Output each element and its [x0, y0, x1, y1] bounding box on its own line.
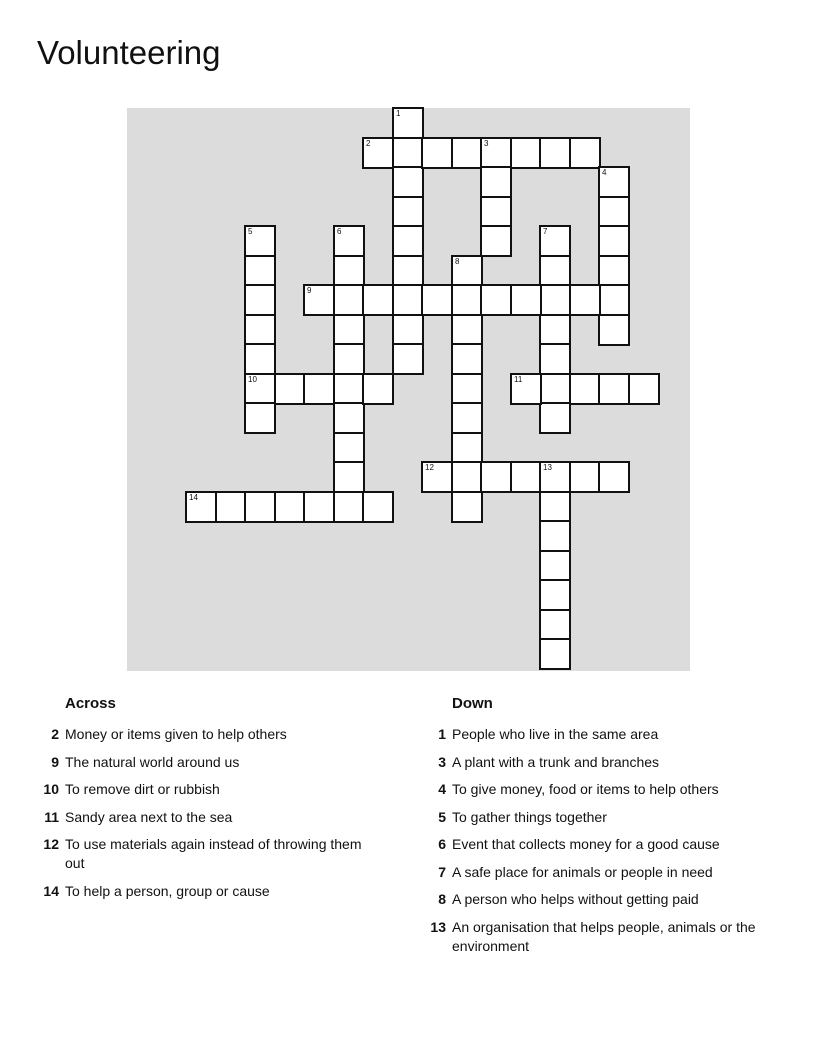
crossword-cell[interactable] — [185, 491, 217, 523]
across-clue-list — [33, 725, 383, 901]
crossword-cell[interactable] — [392, 107, 424, 139]
crossword-cell[interactable] — [539, 255, 571, 287]
crossword-cell[interactable] — [569, 373, 601, 405]
crossword-cell[interactable] — [598, 373, 630, 405]
clue-number: 10 — [43, 781, 59, 797]
cell-number: 9 — [307, 286, 312, 295]
crossword-cell[interactable] — [244, 225, 276, 257]
clue-item — [420, 918, 780, 956]
clue-text: A plant with a trunk and branches — [452, 753, 660, 770]
crossword-cell[interactable] — [362, 284, 394, 316]
crossword-cell[interactable] — [451, 402, 483, 434]
crossword-cell[interactable] — [539, 579, 571, 611]
crossword-cell[interactable] — [480, 166, 512, 198]
crossword-cell[interactable] — [333, 373, 365, 405]
crossword-cell[interactable] — [598, 461, 630, 493]
crossword-cell[interactable] — [480, 137, 512, 169]
crossword-cell[interactable] — [244, 402, 276, 434]
crossword-cell[interactable] — [333, 314, 365, 346]
clue-text: To give money, food or items to help others — [452, 781, 719, 797]
crossword-cell[interactable] — [244, 343, 276, 375]
crossword-cell[interactable] — [598, 255, 630, 287]
clue-item — [420, 808, 780, 827]
crossword-cell[interactable] — [451, 461, 483, 493]
crossword-cell[interactable] — [333, 343, 365, 375]
clue-item — [33, 808, 383, 827]
clue-text: Money or items given to help others — [65, 726, 287, 742]
crossword-cell[interactable] — [510, 284, 542, 316]
crossword-cell[interactable] — [392, 196, 424, 228]
clue-text: A person who helps without getting paid — [452, 891, 699, 907]
down-clues — [420, 693, 780, 964]
crossword-cell[interactable] — [392, 255, 424, 287]
crossword-cell[interactable] — [569, 461, 601, 493]
crossword-cell[interactable] — [421, 137, 453, 169]
clue-item — [33, 780, 383, 799]
crossword-cell[interactable] — [539, 609, 571, 641]
clue-number: 9 — [51, 753, 59, 770]
crossword-cell[interactable] — [274, 373, 306, 405]
crossword-cell[interactable] — [539, 550, 571, 582]
crossword-cell[interactable] — [244, 491, 276, 523]
cell-number: 5 — [248, 227, 253, 236]
crossword-cell[interactable] — [392, 137, 424, 169]
crossword-cell[interactable] — [333, 432, 365, 464]
cell-number: 6 — [337, 227, 342, 236]
clue-text: Sandy area next to the sea — [65, 808, 233, 825]
crossword-cell[interactable] — [333, 491, 365, 523]
crossword-cell[interactable] — [362, 491, 394, 523]
crossword-cell[interactable] — [333, 225, 365, 257]
crossword-cell[interactable] — [539, 461, 571, 493]
crossword-cell[interactable] — [392, 314, 424, 346]
clue-item — [33, 725, 383, 744]
crossword-cell[interactable] — [539, 314, 571, 346]
crossword-cell[interactable] — [480, 284, 512, 316]
crossword-cell[interactable] — [539, 137, 571, 169]
crossword-cell[interactable] — [333, 402, 365, 434]
cell-number: 13 — [543, 463, 552, 472]
crossword-cell[interactable] — [244, 255, 276, 287]
clue-number: 6 — [438, 836, 446, 852]
clue-text: An organisation that helps people, animals or the environment — [452, 918, 756, 954]
crossword-cell[interactable] — [333, 284, 365, 316]
clue-number: 2 — [51, 726, 59, 742]
clue-text: People who live in the same area — [452, 726, 659, 742]
clue-item — [33, 835, 383, 873]
crossword-cell[interactable] — [539, 638, 571, 670]
crossword-cell[interactable] — [598, 196, 630, 228]
clue-text: To use materials again instead of throwing them out — [65, 836, 362, 871]
clue-number: 3 — [438, 753, 446, 770]
across-clues — [33, 693, 383, 909]
cell-number: 2 — [366, 139, 371, 148]
clue-number: 7 — [438, 863, 446, 880]
clue-item — [420, 725, 780, 744]
crossword-cell[interactable] — [451, 373, 483, 405]
cell-number: 10 — [248, 375, 257, 384]
clue-text: To help a person, group or cause — [65, 882, 270, 899]
clue-number: 12 — [43, 836, 59, 852]
clue-item — [33, 753, 383, 772]
crossword-cell[interactable] — [333, 461, 365, 493]
crossword-cell[interactable] — [539, 402, 571, 434]
cell-number: 1 — [396, 109, 401, 118]
crossword-cell[interactable] — [569, 137, 601, 169]
clue-text: To gather things together — [452, 808, 607, 825]
crossword-cell[interactable] — [569, 284, 601, 316]
crossword-cell[interactable] — [510, 137, 542, 169]
clue-item — [420, 863, 780, 882]
clue-number: 1 — [438, 726, 446, 742]
crossword-cell[interactable] — [598, 284, 630, 316]
crossword-cell[interactable] — [451, 137, 483, 169]
crossword-cell[interactable] — [539, 284, 571, 316]
clue-number: 14 — [43, 882, 59, 899]
down-clue-list — [420, 725, 780, 956]
cell-number: 8 — [455, 257, 460, 266]
across-heading: Across — [65, 695, 116, 712]
crossword-cell[interactable] — [215, 491, 247, 523]
crossword-cell[interactable] — [451, 284, 483, 316]
crossword-cell[interactable] — [539, 225, 571, 257]
crossword-cell[interactable] — [421, 461, 453, 493]
clue-number: 4 — [438, 781, 446, 797]
crossword-cell[interactable] — [510, 461, 542, 493]
crossword-cell[interactable] — [598, 166, 630, 198]
clue-item — [420, 753, 780, 772]
crossword-cell[interactable] — [628, 373, 660, 405]
crossword-cell[interactable] — [480, 196, 512, 228]
crossword-cell[interactable] — [510, 373, 542, 405]
crossword-cell[interactable] — [244, 373, 276, 405]
crossword-cell[interactable] — [451, 432, 483, 464]
crossword-grid — [127, 108, 690, 671]
crossword-cell[interactable] — [333, 255, 365, 287]
page-title: Volunteering — [37, 34, 221, 71]
crossword-cell[interactable] — [303, 373, 335, 405]
clue-item — [420, 780, 780, 799]
crossword-cell[interactable] — [392, 343, 424, 375]
crossword-cell[interactable] — [539, 343, 571, 375]
crossword-cell[interactable] — [244, 284, 276, 316]
cell-number: 14 — [189, 493, 198, 502]
crossword-cell[interactable] — [598, 314, 630, 346]
crossword-cell[interactable] — [244, 314, 276, 346]
clue-text: Event that collects money for a good cause — [452, 836, 720, 852]
clue-item — [420, 835, 780, 854]
clue-item — [420, 890, 780, 909]
crossword-cell[interactable] — [451, 255, 483, 287]
crossword-cell[interactable] — [392, 284, 424, 316]
clue-item — [33, 882, 383, 901]
crossword-cell[interactable] — [421, 284, 453, 316]
clue-number: 8 — [438, 891, 446, 907]
cell-number: 4 — [602, 168, 607, 177]
crossword-cell[interactable] — [303, 284, 335, 316]
crossword-cell[interactable] — [451, 314, 483, 346]
cell-number: 7 — [543, 227, 548, 236]
crossword-cell[interactable] — [539, 373, 571, 405]
crossword-cell[interactable] — [362, 137, 394, 169]
crossword-cell[interactable] — [451, 343, 483, 375]
cell-number: 12 — [425, 463, 434, 472]
clue-text: To remove dirt or rubbish — [65, 781, 220, 797]
crossword-cell[interactable] — [392, 225, 424, 257]
crossword-cell[interactable] — [480, 461, 512, 493]
crossword-cell[interactable] — [274, 491, 306, 523]
crossword-cell[interactable] — [362, 373, 394, 405]
crossword-cell[interactable] — [598, 225, 630, 257]
cell-number: 11 — [514, 375, 523, 384]
clue-text: The natural world around us — [65, 753, 240, 770]
clue-number: 11 — [44, 808, 59, 825]
clue-number: 13 — [430, 918, 446, 935]
crossword-cell[interactable] — [451, 491, 483, 523]
crossword-cell[interactable] — [303, 491, 335, 523]
clue-text: A safe place for animals or people in need — [452, 863, 713, 880]
clue-number: 5 — [438, 808, 446, 825]
cell-number: 3 — [484, 139, 489, 148]
crossword-cell[interactable] — [480, 225, 512, 257]
crossword-cell[interactable] — [539, 520, 571, 552]
down-heading: Down — [452, 695, 493, 712]
crossword-cell[interactable] — [392, 166, 424, 198]
crossword-cell[interactable] — [539, 491, 571, 523]
